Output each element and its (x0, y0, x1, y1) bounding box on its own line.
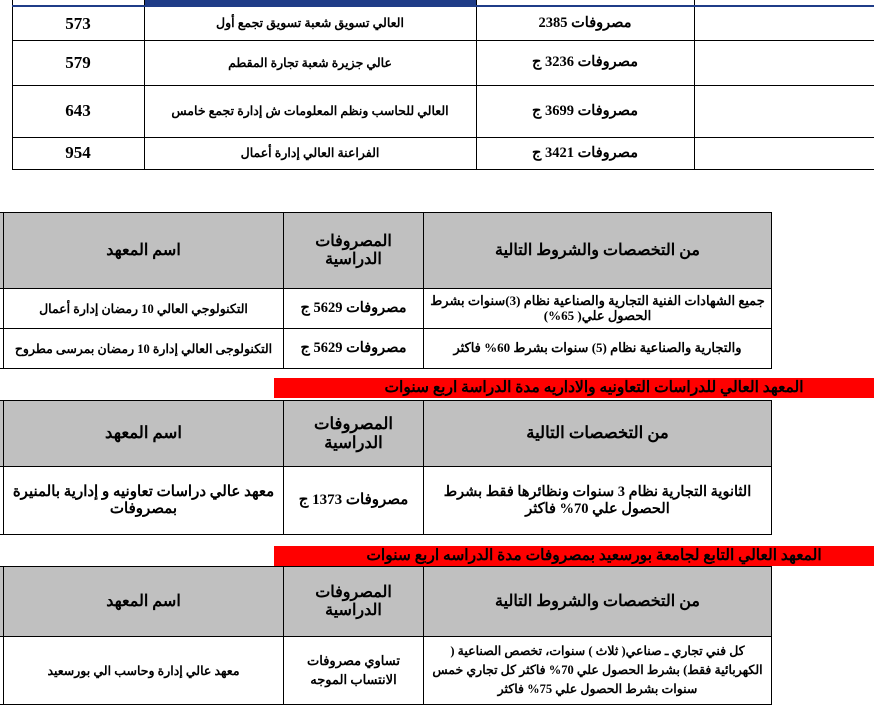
institute-code-cell (0, 289, 4, 329)
column-header-specializations: من التخصصات والشروط التالية (424, 567, 772, 637)
spec-cell: والتجارية والصناعية نظام (5) سنوات بشرط 60% فاكثر (424, 329, 772, 369)
fee-cell: مصروفات 1373 ج (284, 467, 424, 535)
spec-cell: الثانوية التجارية نظام 3 سنوات ونظائرها فقط بشرط الحصول علي 70% فاكثر (424, 467, 772, 535)
fee-cell: تساوي مصروفات الانتساب الموجه (284, 637, 424, 705)
spec-cell (694, 40, 874, 85)
institute-code-cell: 573 (12, 6, 144, 40)
column-header-specializations: من التخصصات والشروط التالية (424, 213, 772, 289)
institute-name-cell: معهد عالي دراسات تعاونيه و إدارية بالمنيرة بمصروفات (4, 467, 284, 535)
column-header-institute-name: اسم المعهد (4, 401, 284, 467)
table-row (0, 637, 772, 705)
table-row (0, 289, 772, 329)
institute-name-cell: التكنولوجى العالي إدارة 10 رمضان بمرسى مطروح (4, 329, 284, 369)
institutes-table-3-wrapper (0, 400, 772, 540)
spec-cell (694, 137, 874, 169)
table-row (12, 6, 874, 40)
fee-cell: مصروفات 3236 ج (476, 40, 694, 85)
spec-cell: كل فني تجاري ـ صناعي( ثلاث ) سنوات، تخصص الصناعية ( الكهربائية فقط) بشرط الحصول علي 70% فاكثر كل تجاري خمس سنوات بشرط الحصول علي 75% فاكثر (424, 637, 772, 705)
column-header-institute-code (0, 401, 4, 467)
institute-name-cell: معهد عالي إدارة وحاسب الي بورسعيد (4, 637, 284, 705)
institute-code-cell: 643 (12, 85, 144, 137)
institute-name-cell: العالي للحاسب ونظم المعلومات ش إدارة تجمع خامس (144, 85, 476, 137)
institute-code-cell: 579 (12, 40, 144, 85)
spec-cell (694, 85, 874, 137)
table-header-row (0, 213, 772, 289)
section-banner-cooperative-studies: المعهد العالي للدراسات التعاونيه والاداريه مدة الدراسة اربع سنوات (274, 378, 874, 398)
column-header-fees: المصروفات الدراسية (284, 567, 424, 637)
section-banner-portsaid-university: المعهد العالي التابع لجامعة بورسعيد بمصروفات مدة الدراسه اربع سنوات (274, 546, 874, 566)
fee-cell: مصروفات 5629 ج (284, 289, 424, 329)
table-row (12, 137, 874, 169)
spec-cell: جميع الشهادات الفنية التجارية والصناعية نظام (3)سنوات بشرط الحصول علي( 65%) (424, 289, 772, 329)
institutes-table-3 (0, 400, 772, 535)
fee-cell: مصروفات 3699 ج (476, 85, 694, 137)
institute-code-cell (0, 467, 4, 535)
institute-name-cell: العالي تسويق شعبة تسويق تجمع أول (144, 6, 476, 40)
fee-cell: مصروفات 3421 ج (476, 137, 694, 169)
column-header-institute-name: اسم المعهد (4, 213, 284, 289)
table-row (0, 467, 772, 535)
institutes-table-2-wrapper (0, 212, 772, 367)
column-header-institute-code (0, 567, 4, 637)
table-row (12, 40, 874, 85)
institutes-table-4-wrapper (0, 566, 772, 716)
institute-code-cell: 954 (12, 137, 144, 169)
fee-cell: مصروفات 2385 (476, 6, 694, 40)
institute-name-cell: التكنولوجي العالي 10 رمضان إدارة أعمال (4, 289, 284, 329)
column-header-institute-name: اسم المعهد (4, 567, 284, 637)
institute-name-cell: عالي جزيرة شعبة تجارة المقطم (144, 40, 476, 85)
institute-code-cell (0, 637, 4, 705)
table-header-row (0, 567, 772, 637)
table-header-row (0, 401, 772, 467)
institutes-table-1-wrapper (12, 0, 874, 169)
column-header-institute-code (0, 213, 4, 289)
institutes-table-4 (0, 566, 772, 705)
institute-code-cell (0, 329, 4, 369)
column-header-fees: المصروفات الدراسية (284, 213, 424, 289)
column-header-specializations: من التخصصات التالية (424, 401, 772, 467)
table-row (0, 329, 772, 369)
institutes-table-1 (12, 0, 874, 170)
fee-cell: مصروفات 5629 ج (284, 329, 424, 369)
institute-name-cell: الفراعنة العالي إدارة أعمال (144, 137, 476, 169)
column-header-fees: المصروفات الدراسية (284, 401, 424, 467)
table-row (12, 85, 874, 137)
spec-cell (694, 6, 874, 40)
institutes-table-2 (0, 212, 772, 369)
